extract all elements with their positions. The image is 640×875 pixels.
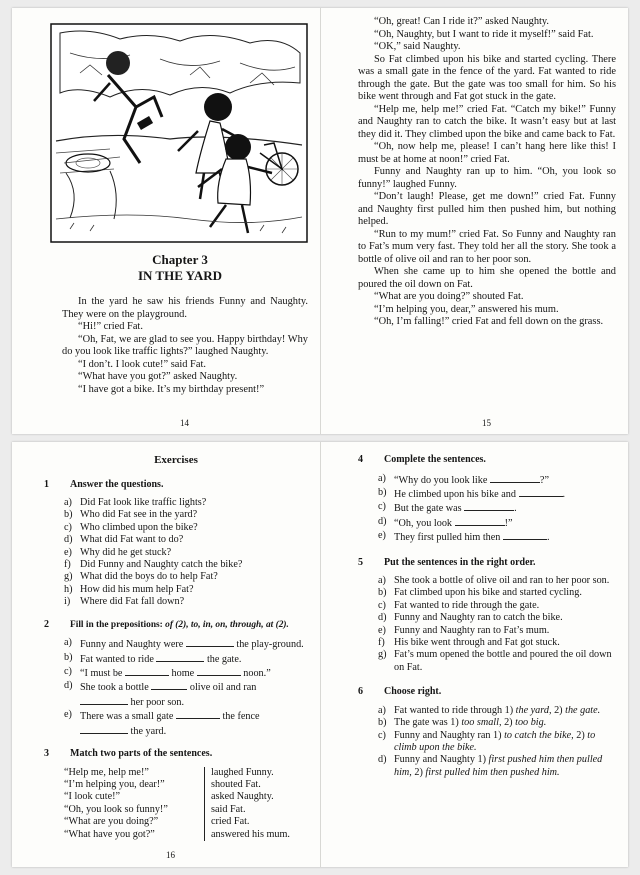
sentence-part: .	[562, 488, 566, 500]
list-item: d) Funny and Naughty 1) first pushed him then pulled him, 2) first pulled him then pushed him.	[378, 754, 603, 778]
list-item	[64, 571, 308, 583]
sentence-part: her poor son.	[130, 696, 185, 708]
choice-number: 2)	[576, 729, 585, 741]
sentence-part: She took a bottle	[80, 682, 149, 694]
item-text: Where did Fat fall down?	[80, 596, 185, 608]
item-text: What did Fat want to do?	[80, 534, 184, 546]
answer-blank[interactable]	[197, 666, 241, 676]
sentence-part: Fat wanted to ride through 1)	[394, 704, 514, 716]
item-text: What did the boys do to help Fat?	[80, 571, 218, 583]
list-item: d) “Oh, you look !”	[378, 515, 513, 529]
match-speaker: cried Fat.	[211, 816, 250, 828]
choice-number: 2)	[414, 766, 423, 778]
answer-blank[interactable]	[80, 724, 128, 734]
paragraph: “Hi!” cried Fat.	[78, 321, 143, 332]
list-item: b) He climbed upon his bike and .	[378, 486, 566, 500]
sentence-part: ?”	[539, 474, 549, 486]
exercises-heading: Exercises	[154, 454, 198, 466]
answer-blank[interactable]	[186, 637, 234, 647]
match-speaker: laughed Funny.	[211, 766, 274, 778]
exercise-4-heading	[358, 454, 616, 467]
exercise-2-sentences	[64, 637, 308, 738]
list-item: b) Fat wanted to ride the gate.	[64, 651, 242, 665]
item-text: Who did Fat see in the yard?	[80, 509, 198, 521]
exercise-5-heading	[358, 557, 616, 570]
list-item	[64, 497, 308, 509]
page-number: 15	[482, 418, 491, 428]
list-item: c) “I must be home noon.”	[64, 665, 271, 679]
page-gutter	[320, 8, 321, 434]
list-item	[64, 509, 308, 521]
answer-blank[interactable]	[125, 666, 169, 676]
answer-blank[interactable]	[80, 695, 128, 705]
page-number: 16	[166, 850, 175, 860]
answer-blank[interactable]	[519, 487, 563, 497]
list-item: e) They first pulled him then .	[378, 530, 550, 544]
match-speaker: said Fat.	[211, 803, 246, 815]
list-item	[64, 522, 308, 534]
choice-option[interactable]: to catch the bike,	[504, 729, 574, 741]
answer-blank[interactable]	[455, 516, 505, 526]
exercise-6-choices	[378, 705, 616, 779]
choice-number: 2)	[504, 717, 513, 729]
exercise-title: Put the sentences in the right order.	[384, 556, 536, 568]
exercise-number: 3	[44, 748, 49, 759]
matching-right-column	[205, 767, 290, 841]
list-item	[64, 584, 308, 596]
answer-blank[interactable]	[151, 680, 187, 690]
item-text: Funny and Naughty ran to catch the bike.	[394, 612, 563, 624]
list-item	[64, 547, 308, 559]
page-number: 14	[180, 418, 189, 428]
matching-left-column	[64, 767, 205, 841]
match-quote: “I’m helping you, dear!”	[64, 778, 165, 790]
sentence-part: “I must be	[80, 667, 123, 679]
book-spread-pages-14-15	[12, 8, 628, 434]
choice-number: 2)	[554, 704, 563, 716]
book-spread-pages-16-17	[12, 442, 628, 867]
sentence-part: home	[171, 667, 195, 679]
page-17-exercises	[358, 454, 616, 779]
list-item: b) The gate was 1) too small, 2) too big.	[378, 717, 547, 729]
sentence-part: Funny and Naughty ran 1)	[394, 729, 502, 741]
paragraph: When she came up to him she opened the bottle and poured the oil down on Fat.	[358, 266, 616, 290]
paragraph: “OK,” said Naughty.	[374, 41, 461, 52]
exercise-6-heading	[358, 686, 616, 699]
exercise-5-sentences	[378, 575, 616, 674]
sentence-part: the play-ground.	[236, 639, 304, 651]
exercise-title: Fill in the prepositions:	[70, 619, 163, 630]
sentence-part: .	[546, 532, 550, 544]
list-item	[378, 625, 616, 637]
exercise-4-sentences	[378, 473, 616, 545]
paragraph: “Oh, now help me, please! I can’t hang here like this! I must be at home at noon!” cried Fat.	[358, 141, 616, 165]
exercise-title: Choose right.	[384, 686, 442, 698]
page-gutter	[320, 442, 321, 867]
list-item: d) She took a bottle olive oil and ran her poor son.	[64, 680, 257, 708]
paragraph: In the yard he saw his friends Funny and Naughty. They were on the playground.	[62, 296, 308, 320]
item-letter: e)	[378, 624, 386, 636]
exercise-number: 2	[44, 618, 49, 630]
item-letter: g)	[378, 649, 387, 661]
match-quote: “What have you got?”	[64, 828, 155, 840]
page-15-text	[358, 16, 616, 329]
match-speaker: shouted Fat.	[211, 778, 261, 790]
list-item: a) Funny and Naughty were the play-ground.	[64, 637, 304, 651]
chapter-title: IN THE YARD	[137, 268, 223, 283]
match-quote: “What are you doing?”	[64, 816, 159, 828]
matching-table	[64, 767, 308, 841]
item-letter: g)	[64, 571, 73, 583]
chapter-number: Chapter 3	[152, 252, 208, 267]
list-item	[378, 587, 616, 599]
sentence-part: He climbed upon his bike and	[394, 488, 516, 500]
page-16-exercises	[44, 454, 308, 841]
exercise-2-heading	[44, 619, 308, 632]
paragraph: Funny and Naughty ran up to him. “Oh, you look so funny!” laughed Funny.	[358, 166, 616, 190]
item-text: His bike went through and Fat got stuck.	[394, 637, 560, 649]
paragraph: “Don’t laugh! Please, get me down!” cried Fat. Funny and Naughty first pulled him then pushed him, but nothing helped.	[358, 191, 616, 227]
sentence-part: olive oil and ran	[189, 682, 257, 694]
sentence-part: .	[514, 503, 517, 515]
item-text: Why did he get stuck?	[80, 546, 172, 558]
item-letter: d)	[378, 612, 387, 624]
item-letter: e)	[64, 546, 72, 558]
item-text: Fat wanted to ride through the gate.	[394, 599, 540, 611]
item-letter: b)	[378, 587, 387, 599]
answer-blank[interactable]	[176, 709, 220, 719]
answer-blank[interactable]	[156, 652, 204, 662]
choice-option[interactable]: the yard,	[515, 704, 552, 716]
item-letter: f)	[64, 559, 71, 571]
sentence-part: But the gate was	[394, 503, 462, 515]
list-item	[378, 575, 616, 587]
sentence-part: !”	[504, 517, 513, 529]
list-item: a) “Why do you look like ?”	[378, 472, 549, 486]
paragraph: “I have got a bike. It’s my birthday present!”	[78, 383, 265, 395]
list-item: e) There was a small gate the fence the yard.	[64, 709, 260, 737]
sentence-part: Funny and Naughty 1)	[394, 754, 486, 766]
item-letter: b)	[64, 509, 73, 521]
sentence-part: noon.”	[243, 667, 271, 679]
paragraph: “Help me, help me!” cried Fat. “Catch my bike!” Funny and Naughty ran to catch the bike. It wasn’t easy but at last they did it. They climbed upon the bike and came back to Fat.	[358, 103, 616, 140]
list-item	[64, 596, 308, 608]
paragraph: “Oh, Naughty, but I want to ride it myself!” said Fat.	[374, 28, 594, 40]
item-letter: f)	[378, 637, 385, 649]
item-text: Did Fat look like traffic lights?	[80, 497, 207, 508]
list-item	[378, 649, 616, 674]
answer-blank[interactable]	[490, 473, 540, 483]
paragraph: “Run to my mum!” cried Fat. So Funny and Naughty ran to Fat’s mum very fast. They told her all the story. She took a bottle of olive oil and ran to her poor son.	[358, 228, 616, 265]
item-letter: i)	[64, 596, 71, 608]
exercise-3-heading	[44, 748, 308, 761]
answer-blank[interactable]	[464, 501, 514, 511]
paragraph: “Oh, great! Can I ride it?” asked Naughty.	[374, 16, 550, 27]
match-speaker: asked Naughty.	[211, 791, 274, 803]
list-item: c) Funny and Naughty ran 1) to catch the bike, 2) to climb upon the bike.	[378, 729, 596, 753]
paragraph: “What have you got?” asked Naughty.	[78, 371, 238, 382]
preposition-list: of (2), to, in, on, through, at (2).	[165, 619, 289, 630]
item-text: Did Funny and Naughty catch the bike?	[80, 559, 243, 571]
exercise-number: 4	[358, 454, 363, 465]
exercise-1-questions	[64, 497, 308, 609]
match-quote: “I look cute!”	[64, 791, 121, 803]
choice-option[interactable]: first pulled him then pushed him.	[425, 766, 560, 778]
sentence-part: There was a small gate	[80, 711, 174, 723]
list-item	[378, 612, 616, 624]
sentence-part: the gate.	[206, 653, 242, 665]
item-text: How did his mum help Fat?	[80, 583, 194, 595]
paragraph: “Oh, Fat, we are glad to see you. Happy birthday! Why do you look like traffic lights?” laughed Naughty.	[62, 333, 308, 357]
match-speaker: answered his mum.	[211, 828, 290, 840]
sentence-part: Fat wanted to ride	[80, 653, 154, 665]
list-item: a) Fat wanted to ride through 1) the yard, 2) the gate.	[378, 704, 601, 716]
paragraph: “What are you doing?” shouted Fat.	[374, 291, 524, 302]
sentence-part: “Why do you look like	[394, 474, 488, 486]
list-item	[64, 559, 308, 571]
item-letter: c)	[64, 521, 72, 533]
paragraph: So Fat climbed upon his bike and started cycling. There was a small gate in the fence of the yard. Fat wanted to ride through the gate. But the gate was too small for him. So his bike went through and Fat got stuck in the gate.	[358, 53, 616, 102]
match-quote: “Help me, help me!”	[64, 766, 149, 778]
match-quote: “Oh, you look so funny!”	[64, 803, 168, 815]
item-text: Who climbed upon the bike?	[80, 521, 198, 533]
item-text: She took a bottle of olive oil and ran to her poor son.	[394, 575, 610, 587]
exercise-number: 6	[358, 686, 363, 698]
choice-option[interactable]: first pushed him then pulled him,	[394, 754, 603, 778]
page-14-text	[62, 296, 308, 396]
list-item	[64, 534, 308, 546]
item-letter: h)	[64, 583, 73, 595]
sentence-part: “Oh, you look	[394, 517, 453, 529]
exercise-1-heading	[44, 479, 308, 492]
item-text: Fat climbed upon his bike and started cycling.	[394, 587, 582, 599]
item-letter: c)	[378, 599, 386, 611]
choice-option[interactable]: to climb upon the bike.	[394, 729, 596, 753]
item-letter: a)	[378, 575, 386, 587]
sentence-part: The gate was 1)	[394, 717, 459, 729]
item-text: Funny and Naughty ran to Fat’s mum.	[394, 624, 550, 636]
paragraph: “I don’t. I look cute!” said Fat.	[78, 358, 206, 370]
sentence-part: the fence	[222, 711, 260, 723]
sentence-part: Funny and Naughty were	[80, 639, 184, 651]
choice-option[interactable]: the gate.	[565, 704, 601, 716]
choice-option[interactable]: too big.	[515, 717, 547, 729]
exercise-title: Complete the sentences.	[384, 454, 486, 465]
exercise-number: 5	[358, 556, 363, 568]
exercise-number: 1	[44, 478, 49, 490]
item-letter: a)	[64, 497, 72, 508]
item-text: Fat’s mum opened the bottle and poured the oil down on Fat.	[394, 649, 612, 673]
list-item: c) But the gate was .	[378, 501, 517, 515]
story-illustration	[50, 23, 308, 243]
answer-blank[interactable]	[503, 530, 547, 540]
item-letter: d)	[64, 534, 73, 546]
choice-option[interactable]: too small,	[461, 717, 502, 729]
list-item	[378, 637, 616, 649]
paragraph: “I’m helping you, dear,” answered his mum.	[374, 303, 559, 315]
exercise-title: Match two parts of the sentences.	[70, 748, 213, 759]
sentence-part: the yard.	[130, 725, 167, 737]
exercise-title: Answer the questions.	[70, 478, 164, 490]
sentence-part: They first pulled him then	[394, 532, 501, 544]
list-item	[378, 600, 616, 612]
paragraph: “Oh, I’m falling!” cried Fat and fell down on the grass.	[374, 316, 604, 327]
